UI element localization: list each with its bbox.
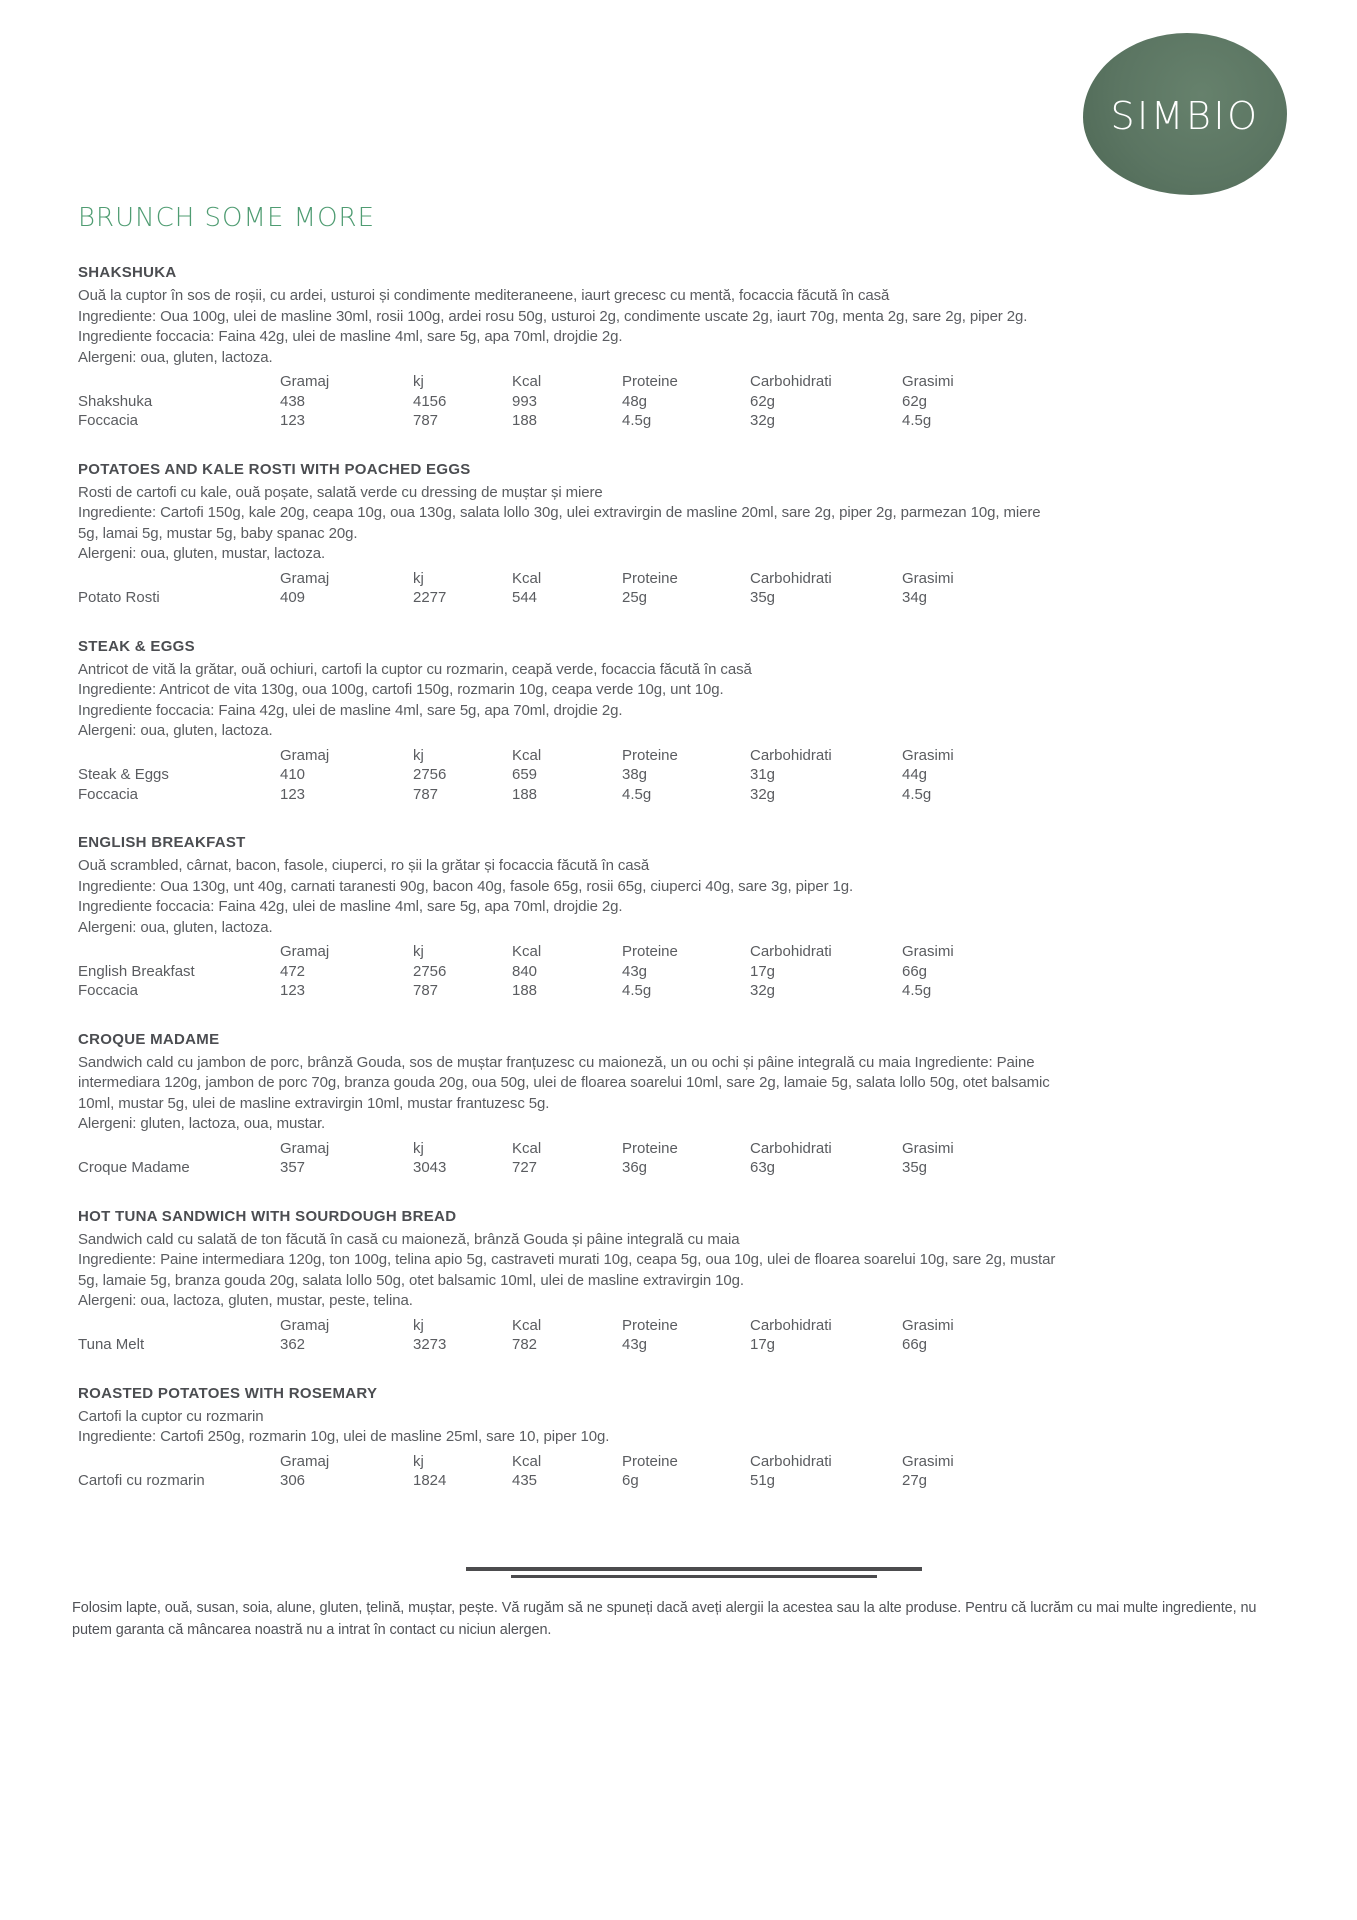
section-text-line: Ingrediente foccacia: Faina 42g, ulei de masline 4ml, sare 5g, apa 70ml, drojdie 2g. — [78, 328, 623, 345]
table-header-cell: Grasimi — [902, 943, 954, 960]
row-value: 782 — [512, 1336, 538, 1353]
row-value: 38g — [622, 766, 648, 783]
table-header-cell: Proteine — [622, 1316, 678, 1334]
row-value: 32g — [750, 412, 776, 429]
section-text-line: Sandwich cald cu jambon de porc, brânză Gouda, sos de muștar franțuzesc cu maioneză, un ou ochi și pâine integrală cu maia Ingrediente: Paine intermediara 120g, jambon de porc 70g, branza gouda 20g, oua 50g, ulei de floarea soarelui 10ml, sare 2g, lamaie 5g, salata lollo 50g, otet balsamic 10ml, mustar 5g, ulei de masline extravirgin 10ml, mustar frantuzesc 5g. — [78, 1053, 1050, 1112]
nutrition-table — [78, 1139, 1056, 1178]
section-text-line: Ingrediente: Oua 100g, ulei de masline 30ml, rosii 100g, ardei rosu 50g, usturoi 2g, condimente uscate 2g, iaurt 70g, menta 2g, sare 2g, piper 2g. — [78, 307, 1028, 325]
row-value: 62g — [902, 392, 928, 410]
section-text-line: Rosti de cartofi cu kale, ouă poșate, salată verde cu dressing de muștar și miere — [78, 483, 603, 501]
row-value: 188 — [512, 982, 538, 999]
nutrition-table — [78, 746, 1056, 805]
table-row — [78, 981, 1056, 1001]
row-value: 4.5g — [902, 982, 932, 999]
row-value: 409 — [280, 589, 306, 606]
row-value: 787 — [413, 785, 439, 803]
table-header-cell: Gramaj — [280, 1316, 330, 1334]
table-header-spacer — [78, 1316, 280, 1336]
menu-section — [78, 1207, 1056, 1355]
row-value: 32g — [750, 785, 776, 803]
table-row — [78, 765, 1056, 785]
section-title: CROQUE MADAME — [78, 1030, 220, 1048]
row-value: 544 — [512, 589, 538, 606]
table-header-row — [78, 1139, 1056, 1159]
row-value: 43g — [622, 962, 648, 980]
row-value: 66g — [902, 1336, 928, 1353]
table-header-cell: Kcal — [512, 746, 542, 764]
row-value: 357 — [280, 1159, 306, 1176]
section-text-line: Antricot de vită la grătar, ouă ochiuri, cartofi la cuptor cu rozmarin, ceapă verde, focaccia făcută în casă — [78, 660, 752, 678]
row-value: 3273 — [413, 1336, 447, 1353]
section-text-line: Alergeni: oua, gluten, mustar, lactoza. — [78, 545, 326, 562]
table-header-cell: Kcal — [512, 569, 542, 587]
table-row — [78, 785, 1056, 805]
section-title: ENGLISH BREAKFAST — [78, 834, 246, 851]
row-value: 17g — [750, 962, 776, 980]
table-header-cell: Carbohidrati — [750, 1316, 832, 1334]
table-row — [78, 392, 1056, 412]
row-value: 435 — [512, 1472, 538, 1489]
table-row — [78, 588, 1056, 608]
row-value: 3043 — [413, 1159, 447, 1176]
menu-section — [78, 833, 1056, 1001]
table-header-cell: Proteine — [622, 1139, 678, 1157]
section-title: POTATOES AND KALE ROSTI WITH POACHED EGGS — [78, 460, 471, 478]
row-value: 410 — [280, 766, 306, 783]
row-value: 35g — [902, 1159, 928, 1176]
section-text-line: Ingrediente foccacia: Faina 42g, ulei de masline 4ml, sare 5g, apa 70ml, drojdie 2g. — [78, 701, 623, 719]
table-header-row — [78, 1316, 1056, 1336]
row-label: Croque Madame — [78, 1159, 190, 1176]
allergy-notice: Folosim lapte, ouă, susan, soia, alune, gluten, țelină, muștar, pește. Vă rugăm să ne spuneți dacă aveți alergii la acestea sau la alte produse. Pentru că lucrăm cu mai multe ingrediente, nu putem garanta că mâncarea noastră nu a intrat în contact cu niciun alergen. — [72, 1599, 1257, 1638]
table-header-cell: Grasimi — [902, 373, 954, 390]
table-header-cell: Grasimi — [902, 1316, 954, 1334]
table-header-cell: Gramaj — [280, 1139, 330, 1157]
row-label: Foccacia — [78, 982, 139, 999]
table-header-cell: kj — [413, 1452, 424, 1470]
row-value: 787 — [413, 982, 439, 999]
row-label: Shakshuka — [78, 392, 153, 410]
section-paragraphs — [78, 856, 1056, 938]
section-paragraphs — [78, 1407, 1056, 1448]
section-title: HOT TUNA SANDWICH WITH SOURDOUGH BREAD — [78, 1207, 457, 1225]
table-row — [78, 1158, 1056, 1178]
row-value: 472 — [280, 962, 306, 980]
table-header-cell: Proteine — [622, 1452, 678, 1470]
table-header-cell: Carbohidrati — [750, 943, 832, 960]
table-header-cell: Gramaj — [280, 1452, 330, 1470]
section-paragraphs — [78, 1230, 1056, 1312]
table-header-cell: Carbohidrati — [750, 373, 832, 390]
row-value: 17g — [750, 1336, 776, 1353]
table-header-cell: Proteine — [622, 569, 678, 587]
logo-blob-icon — [1083, 33, 1287, 195]
nutrition-table — [78, 1452, 1056, 1491]
row-value: 66g — [902, 962, 928, 980]
section-text-line: Ingrediente: Cartofi 150g, kale 20g, ceapa 10g, oua 130g, salata lollo 30g, ulei extravirgin de masline 20ml, sare 2g, piper 2g, parmezan 10g, miere 5g, lamai 5g, mustar 5g, baby spanac 20g. — [78, 504, 1041, 542]
table-header-cell: Grasimi — [902, 746, 954, 764]
nutrition-table — [78, 569, 1056, 608]
row-value: 659 — [512, 766, 538, 783]
row-value: 840 — [512, 962, 538, 980]
row-value: 123 — [280, 982, 306, 999]
footer-divider — [466, 1567, 922, 1578]
row-value: 51g — [750, 1472, 776, 1489]
table-header-cell: kj — [413, 569, 424, 587]
table-header-cell: kj — [413, 373, 424, 390]
section-text-line: Ingrediente: Antricot de vita 130g, oua 100g, cartofi 150g, rozmarin 10g, ceapa verde 10g, unt 10g. — [78, 681, 724, 698]
section-text-line: Ingrediente foccacia: Faina 42g, ulei de masline 4ml, sare 5g, apa 70ml, drojdie 2g. — [78, 898, 623, 915]
nutrition-table — [78, 942, 1056, 1001]
table-header-cell: Grasimi — [902, 1452, 954, 1470]
row-value: 787 — [413, 412, 439, 429]
table-header-cell: Gramaj — [280, 943, 330, 960]
row-label: Foccacia — [78, 412, 139, 429]
section-text-line: Alergeni: oua, gluten, lactoza. — [78, 918, 273, 936]
table-header-cell: Gramaj — [280, 569, 330, 587]
brand-name: SIMBIO — [1110, 94, 1260, 138]
table-header-row — [78, 372, 1056, 392]
table-row — [78, 1335, 1056, 1355]
section-paragraphs — [78, 1053, 1056, 1135]
row-value: 27g — [902, 1472, 928, 1489]
row-value: 4.5g — [622, 785, 652, 803]
section-text-line: Ouă scrambled, cârnat, bacon, fasole, ciuperci, ro șii la grătar și focaccia făcută în casă — [78, 857, 650, 874]
menu-section — [78, 1384, 1056, 1491]
row-value: 4.5g — [622, 412, 652, 429]
section-text-line: Cartofi la cuptor cu rozmarin — [78, 1407, 264, 1425]
menu-section — [78, 263, 1056, 431]
table-header-cell: Carbohidrati — [750, 746, 832, 764]
divider-line-bottom — [511, 1575, 877, 1578]
table-row — [78, 411, 1056, 431]
row-value: 25g — [622, 589, 648, 606]
divider-line-top — [466, 1567, 922, 1571]
section-paragraphs — [78, 286, 1056, 368]
table-header-cell: Gramaj — [280, 373, 330, 390]
row-value: 32g — [750, 982, 776, 999]
row-value: 188 — [512, 785, 538, 803]
table-header-row — [78, 1452, 1056, 1472]
menu-section — [78, 1030, 1056, 1178]
row-value: 993 — [512, 392, 538, 410]
table-header-spacer — [78, 372, 280, 392]
row-label: Potato Rosti — [78, 589, 160, 606]
table-header-cell: kj — [413, 1316, 424, 1334]
section-paragraphs — [78, 483, 1056, 565]
table-header-spacer — [78, 1452, 280, 1472]
table-header-cell: kj — [413, 746, 424, 764]
row-value: 31g — [750, 766, 776, 783]
row-label: Foccacia — [78, 785, 139, 803]
row-value: 188 — [512, 412, 538, 429]
table-header-cell: Grasimi — [902, 569, 954, 587]
table-header-row — [78, 746, 1056, 766]
row-label: English Breakfast — [78, 962, 195, 980]
row-value: 727 — [512, 1159, 538, 1176]
row-value: 362 — [280, 1336, 306, 1353]
menu-section — [78, 460, 1056, 608]
table-header-cell: Proteine — [622, 746, 678, 764]
row-value: 35g — [750, 589, 776, 606]
table-header-cell: Kcal — [512, 373, 542, 390]
table-row — [78, 962, 1056, 982]
simbio-logo — [1083, 33, 1287, 195]
nutrition-table — [78, 372, 1056, 431]
row-value: 438 — [280, 392, 306, 410]
table-header-cell: Gramaj — [280, 746, 330, 764]
page-title: BRUNCH SOME MORE — [78, 203, 376, 233]
row-label: Tuna Melt — [78, 1336, 145, 1353]
row-value: 2756 — [413, 962, 447, 980]
table-header-cell: kj — [413, 1139, 424, 1157]
row-label: Steak & Eggs — [78, 766, 169, 783]
row-value: 2756 — [413, 766, 447, 783]
table-header-cell: Kcal — [512, 943, 542, 960]
section-text-line: Alergeni: oua, lactoza, gluten, mustar, peste, telina. — [78, 1292, 413, 1309]
table-header-cell: Proteine — [622, 943, 678, 960]
table-header-cell: Carbohidrati — [750, 1452, 832, 1470]
row-value: 1824 — [413, 1472, 447, 1489]
section-text-line: Ingrediente: Oua 130g, unt 40g, carnati taranesti 90g, bacon 40g, fasole 65g, rosii 65g, ciuperci 40g, sare 3g, piper 1g. — [78, 877, 854, 895]
menu-sections — [78, 263, 1056, 1491]
section-text-line: Ingrediente: Paine intermediara 120g, ton 100g, telina apio 5g, castraveti murati 10g, ceapa 5g, oua 10g, ulei de floarea soarelui 10g, sare 2g, mustar 5g, lamaie 5g, branza gouda 20g, salata lollo 50g, otet balsamic 10ml, ulei de masline extravirgin 10g. — [78, 1251, 1056, 1289]
table-header-spacer — [78, 569, 280, 589]
menu-section — [78, 637, 1056, 805]
table-header-row — [78, 569, 1056, 589]
table-header-spacer — [78, 1139, 280, 1159]
nutrition-table — [78, 1316, 1056, 1355]
section-text-line: Ingrediente: Cartofi 250g, rozmarin 10g, ulei de masline 25ml, sare 10, piper 10g. — [78, 1428, 610, 1445]
table-header-cell: Proteine — [622, 373, 678, 390]
row-value: 48g — [622, 392, 648, 410]
table-header-cell: Kcal — [512, 1139, 542, 1157]
row-value: 4.5g — [902, 412, 932, 429]
row-value: 123 — [280, 785, 306, 803]
section-title: STEAK & EGGS — [78, 637, 195, 655]
table-row — [78, 1471, 1056, 1491]
table-header-cell: kj — [413, 943, 424, 960]
section-text-line: Alergeni: gluten, lactoza, oua, mustar. — [78, 1115, 326, 1132]
row-value: 4156 — [413, 392, 447, 410]
row-value: 2277 — [413, 589, 447, 606]
section-title: SHAKSHUKA — [78, 264, 177, 281]
table-header-spacer — [78, 746, 280, 766]
row-value: 4.5g — [902, 785, 932, 803]
row-value: 4.5g — [622, 982, 652, 999]
section-text-line: Ouă la cuptor în sos de roșii, cu ardei, usturoi și condimente mediteraneene, iaurt grecesc cu mentă, focaccia făcută în casă — [78, 287, 890, 304]
section-paragraphs — [78, 660, 1056, 742]
table-header-row — [78, 942, 1056, 962]
row-value: 6g — [622, 1472, 639, 1489]
row-value: 34g — [902, 589, 928, 606]
table-header-spacer — [78, 942, 280, 962]
table-header-cell: Carbohidrati — [750, 569, 832, 587]
row-value: 123 — [280, 412, 306, 429]
section-text-line: Alergeni: oua, gluten, lactoza. — [78, 348, 273, 366]
section-text-line: Alergeni: oua, gluten, lactoza. — [78, 722, 273, 739]
row-value: 36g — [622, 1159, 648, 1176]
table-header-cell: Kcal — [512, 1316, 542, 1334]
table-header-cell: Grasimi — [902, 1139, 954, 1157]
row-value: 62g — [750, 392, 776, 410]
section-text-line: Sandwich cald cu salată de ton făcută în casă cu maioneză, brânză Gouda și pâine integrală cu maia — [78, 1230, 740, 1248]
row-value: 44g — [902, 766, 928, 783]
table-header-cell: Carbohidrati — [750, 1139, 832, 1157]
row-value: 63g — [750, 1159, 776, 1176]
row-value: 306 — [280, 1472, 306, 1489]
section-title: ROASTED POTATOES WITH ROSEMARY — [78, 1384, 378, 1402]
row-label: Cartofi cu rozmarin — [78, 1472, 205, 1489]
table-header-cell: Kcal — [512, 1452, 542, 1470]
row-value: 43g — [622, 1336, 648, 1353]
